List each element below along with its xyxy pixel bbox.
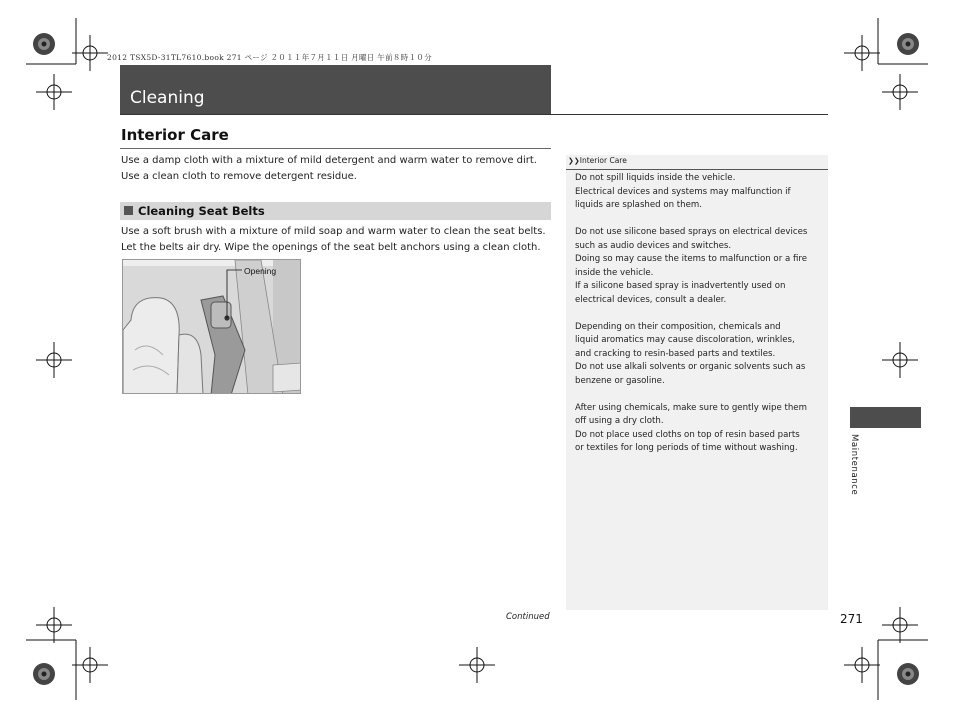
continued-label: Continued: [506, 612, 550, 622]
note-line: benzene or gasoline.: [575, 375, 665, 386]
page-number: 271: [840, 612, 863, 626]
subsection-line-1: Use a soft brush with a mixture of mild soap and warm water to clean the seat belts.: [121, 226, 546, 237]
note-arrow-icon: ❯❯: [568, 157, 580, 165]
note-line: electrical devices, consult a dealer.: [575, 294, 727, 305]
note-heading-text: Interior Care: [579, 156, 627, 165]
intro-line-2: Use a clean cloth to remove detergent residue.: [121, 171, 357, 182]
note-line: or textiles for long periods of time without washing.: [575, 443, 798, 453]
note-line: and cracking to resin-based parts and textiles.: [575, 348, 776, 359]
note-line: Depending on their composition, chemicals and: [575, 321, 781, 332]
note-line: liquids are splashed on them.: [575, 200, 702, 210]
note-line: Do not use alkali solvents or organic solvents such as: [575, 362, 806, 372]
note-line: Do not place used cloths on top of resin based parts: [575, 429, 800, 440]
note-line: Do not spill liquids inside the vehicle.: [575, 173, 736, 183]
section-title: Cleaning: [130, 88, 205, 108]
note-line: such as audio devices and switches.: [575, 240, 732, 251]
opening-callout-label: Opening: [244, 266, 277, 276]
note-line: Doing so may cause the items to malfunction or a fire: [575, 254, 807, 264]
printer-info-line: 2012 TSX5D-31TL7610.book 271 ページ ２０１１年７月１１日 月曜日 午前８時１０分: [107, 53, 432, 62]
note-line: Electrical devices and systems may malfunction if: [575, 186, 791, 197]
chapter-tab-label: Maintenance: [849, 434, 859, 496]
note-line: Do not use silicone based sprays on electrical devices: [575, 227, 808, 237]
intro-line-1: Use a damp cloth with a mixture of mild detergent and warm water to remove dirt.: [121, 155, 537, 166]
note-line: inside the vehicle.: [575, 267, 654, 278]
subsection-title: Cleaning Seat Belts: [138, 204, 265, 218]
note-line: If a silicone based spray is inadvertently used on: [575, 281, 786, 291]
note-line: liquid aromatics may cause discoloration, wrinkles,: [575, 335, 795, 345]
page-heading: Interior Care: [121, 126, 229, 144]
note-line: After using chemicals, make sure to gently wipe them: [575, 402, 807, 413]
note-line: off using a dry cloth.: [575, 416, 664, 426]
subsection-line-2: Let the belts air dry. Wipe the openings of the seat belt anchors using a clean cloth.: [121, 242, 541, 253]
